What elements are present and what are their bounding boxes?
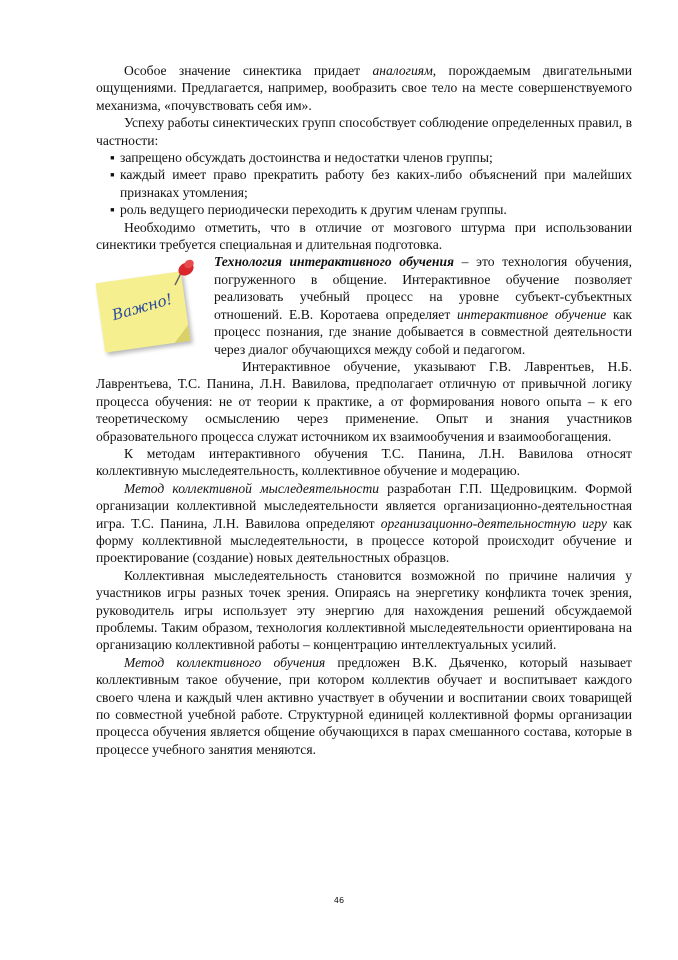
paragraph: Метод коллективного обучения предложен В.К. Дьяченко, который называет коллективным такое обучение, при котором коллектив обучает и воспитывает каждого своего члена и каждый член активно участвует в обучении и воспитании своих товарищей по совместной учебной работе. Структурной единицей коллективной формы организации процесса обучения является общение обучающихся в парах смешанного состава, которые в процессе учебного занятия меняются. xyxy=(96,654,632,757)
paragraph: Метод коллективной мыследеятельности разработан Г.П. Щедровицким. Формой организации коллективной мыследеятельности является организационно-деятельностная игра. Т.С. Панина, Л.Н. Вавилова определяют организационно-деятельностную игру как форму коллективной мыследеятельности, в процессе которой происходит обучение и проектирование (создание) новых деятельностных образцов. xyxy=(96,480,632,566)
paragraph: Особое значение синектика придает аналогиям, порождаемым двигательными ощущениями. Предлагается, например, вообразить свое тело на месте совершенствуемого механизма, «почувствовать себя им». xyxy=(96,63,632,113)
note-label: Важно! xyxy=(109,290,175,325)
emphasis: аналогиям xyxy=(372,63,433,78)
list-item: ▪ каждый имеет право прекратить работу без каких-либо объяснений при малейших признаках утомления; xyxy=(110,167,632,200)
emphasis: Метод коллективной мыследеятельности xyxy=(124,480,380,496)
paragraph: Коллективная мыследеятельность становится возможной по причине наличия у участников игры разных точек зрения. Опираясь на энергетику конфликта точек зрения, руководитель игры использует эту энергию для нахождения решений обсуждаемой проблемы. Таким образом, технология коллективной мыследеятельности ориентирована на организацию коллективной работы – концентрацию интеллектуальных усилий. xyxy=(96,567,632,653)
pushpin-icon xyxy=(172,257,196,287)
emphasis: Метод коллективного обучения xyxy=(124,654,326,670)
paragraph: Интерактивное обучение, указывают Г.В. Лаврентьев, Н.Б. Лаврентьева, Т.С. Панина, Л.Н. Вавилова, предполагает отличную от привычной логику процесса обучения: не от теории к практике, а от формирования нового опыта – к его теоретическому осмыслению через применение. Опыт и знания участников образовательного процесса служат источником их взаимообучения и взаимообогащения. xyxy=(96,358,632,444)
paragraph: Успеху работы синектических групп способствует соблюдение определенных правил, в частности: xyxy=(96,115,632,148)
emphasis: интерактивное обучение xyxy=(456,306,607,322)
note-section xyxy=(96,253,632,357)
paragraph: Необходимо отметить, что в отличие от мозгового штурма при использовании синектики требуется специальная и длительная подготовка. xyxy=(96,219,632,253)
paragraph: К методам интерактивного обучения Т.С. Панина, Л.Н. Вавилова относят коллективную мыследеятельность, коллективное обучение и модерацию. xyxy=(96,445,632,479)
list-item: ▪ запрещено обсуждать достоинства и недостатки членов группы; xyxy=(110,150,493,166)
page-number: 46 xyxy=(333,896,345,905)
section-heading: Технология интерактивного обучения xyxy=(214,254,455,270)
note-curl xyxy=(172,325,190,343)
bullet-icon: ▪ xyxy=(110,167,115,183)
list-item: ▪ роль ведущего периодически переходить к другим членам группы. xyxy=(110,202,507,218)
emphasis: организационно-деятельностную игру xyxy=(380,515,607,531)
bullet-icon: ▪ xyxy=(110,150,115,166)
bullet-icon: ▪ xyxy=(110,202,115,218)
paragraph: Технология интерактивного обучения – это технология обучения, погруженного в общение. Интерактивное обучение позволяет реализовать учебный процесс на уровне субъект-субъектных отношений. Е.В. Коротаева определяет интерактивное обучение как процесс познания, где знание добывается в совместной деятельности через диалог обучающихся между собой и педагогом. xyxy=(214,254,633,357)
sticky-note xyxy=(96,253,204,363)
page-body xyxy=(96,62,632,758)
